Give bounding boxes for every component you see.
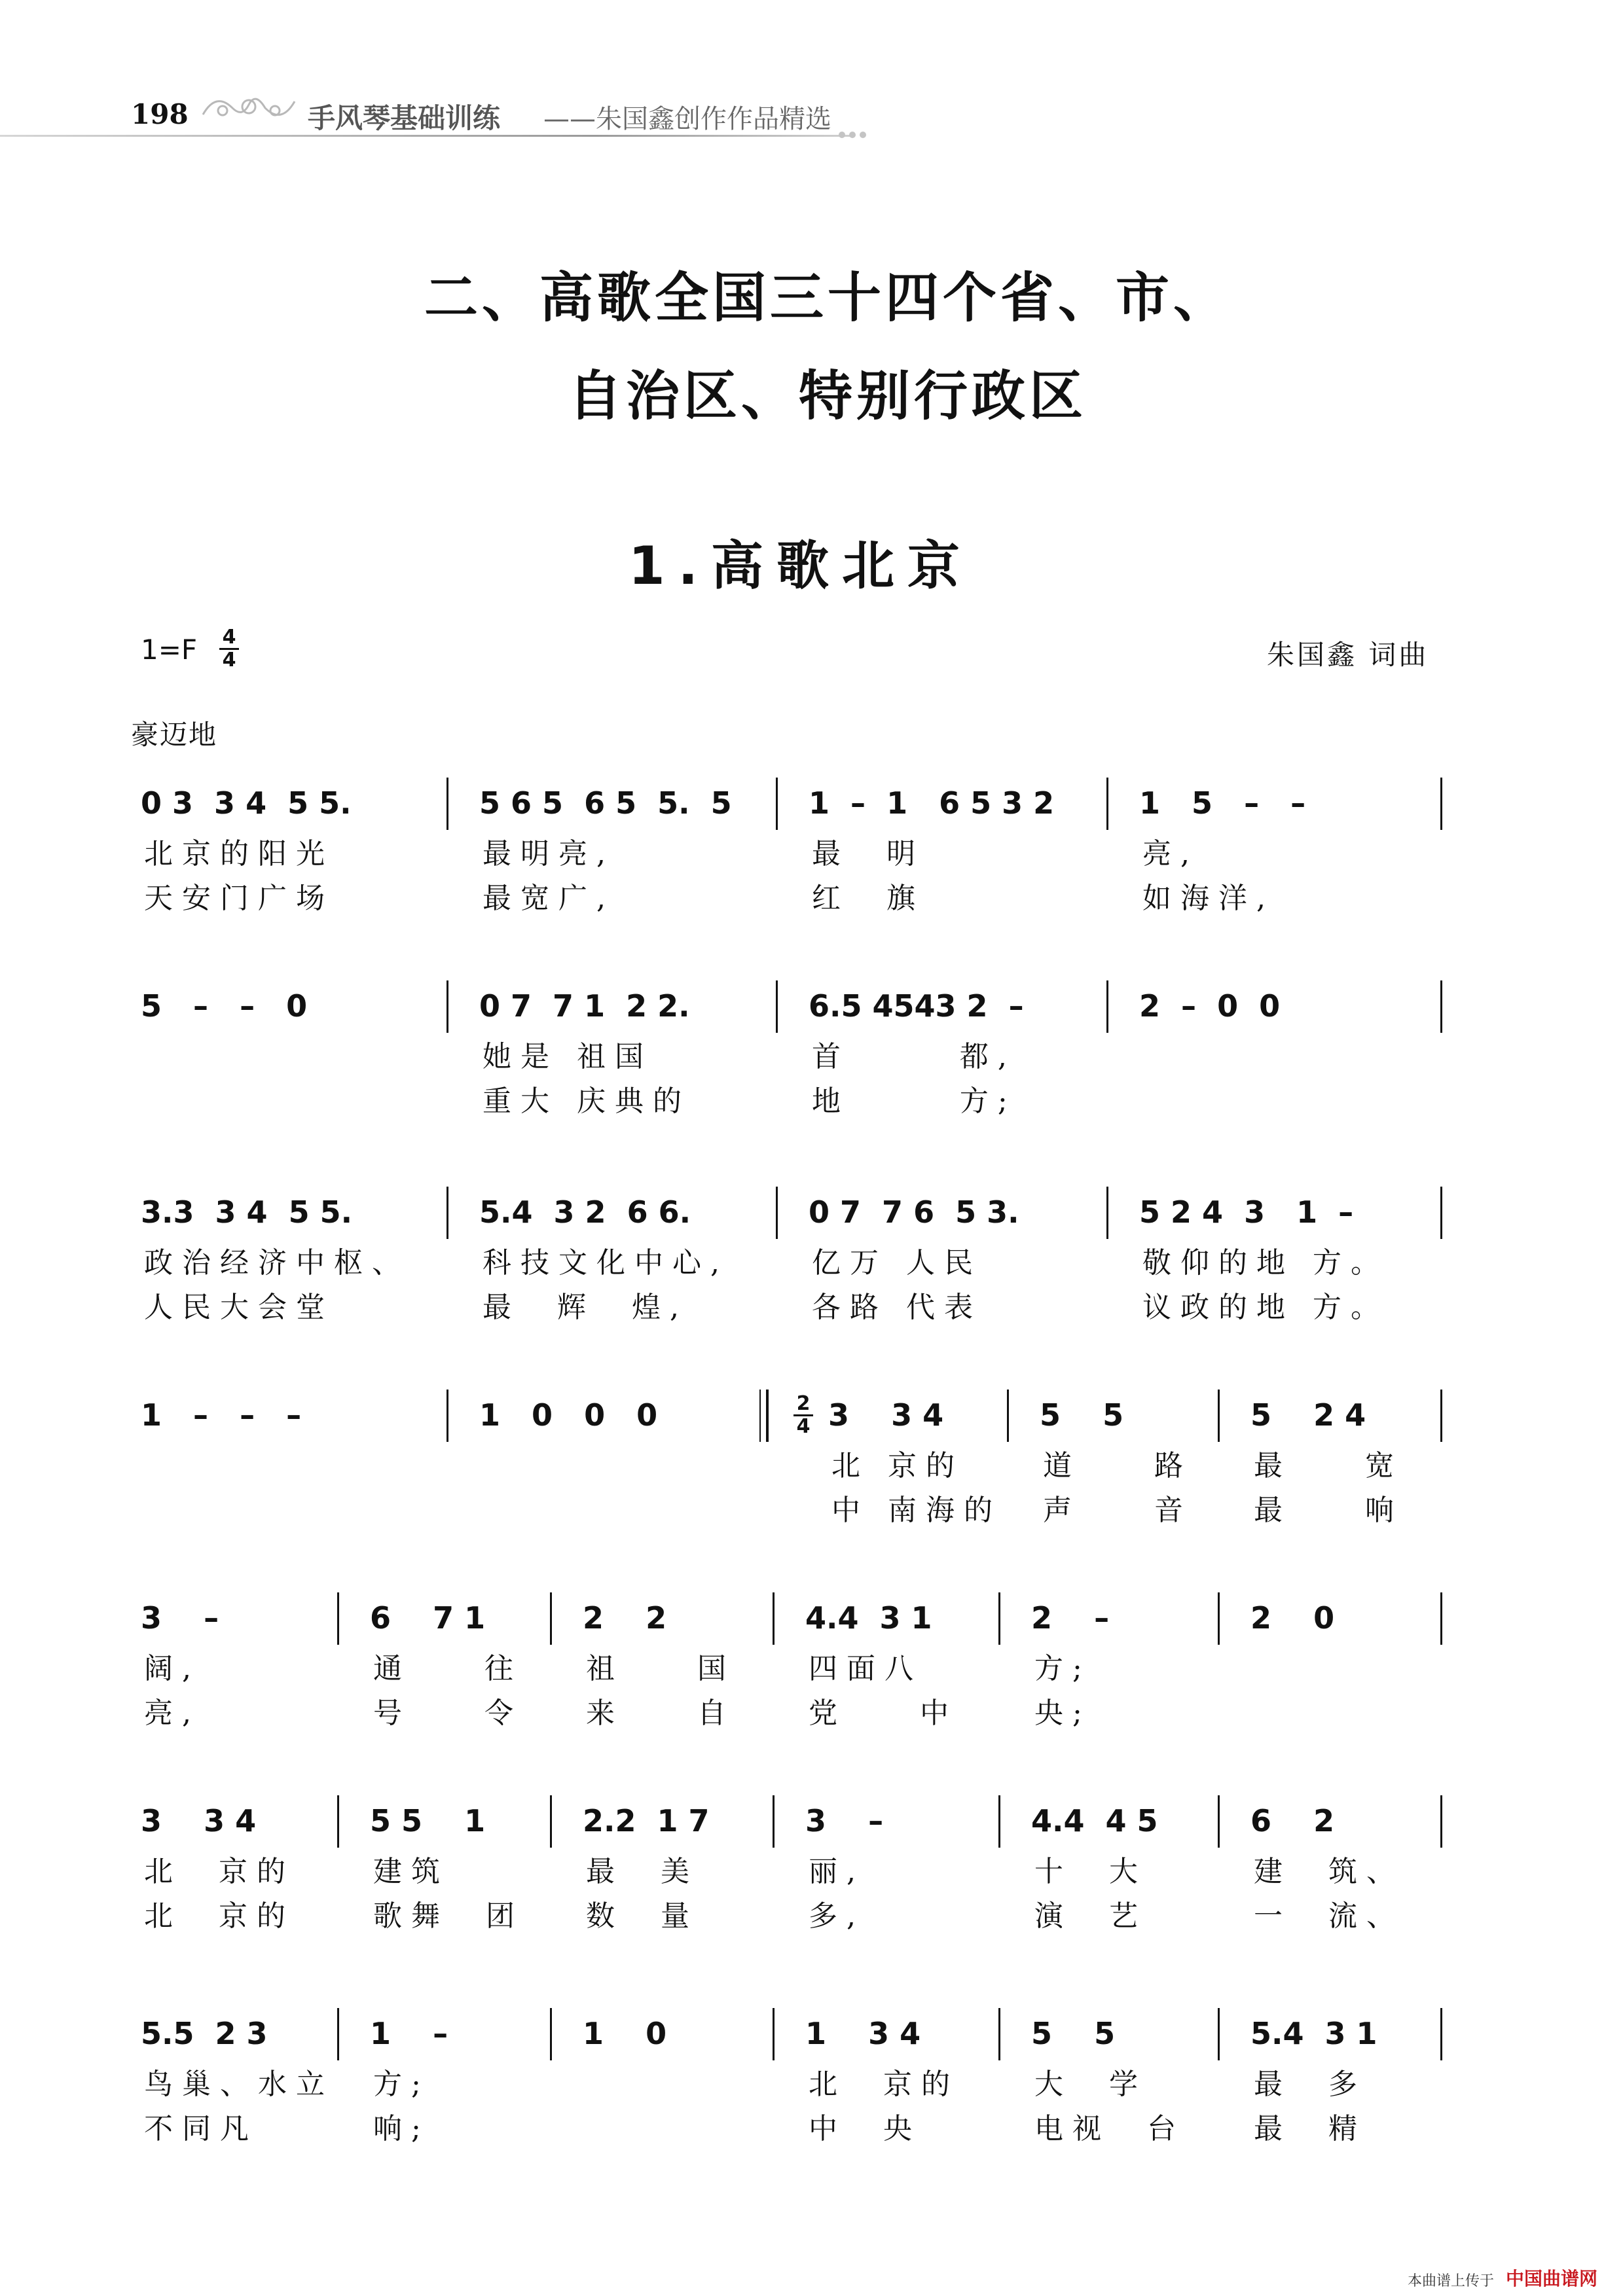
lyric-verse1: 科技文化中心, (483, 1246, 729, 1280)
barline (1218, 1592, 1220, 1645)
measure-notes: 0 7 7 1 2 2. (479, 988, 690, 1024)
lyric-verse2: 来 自 (586, 1696, 735, 1730)
measure-notes: 5 5 (1040, 1397, 1124, 1433)
barline (550, 1795, 552, 1848)
barline (998, 1592, 1000, 1645)
lyric-verse2: 北 京的 (144, 1899, 295, 1933)
barline (773, 2008, 775, 2060)
measure-notes: 1 – – – (141, 1397, 302, 1433)
lyric-verse1: 道 路 (1043, 1449, 1192, 1482)
barline (1218, 1390, 1220, 1442)
measure-notes: 1 – (370, 2016, 448, 2051)
lyric-verse1: 阔, (144, 1652, 200, 1685)
lyric-verse2: 歌舞 团 (373, 1899, 524, 1933)
barline (550, 2008, 552, 2060)
barline (776, 1187, 778, 1239)
lyric-verse2: 响; (373, 2112, 430, 2145)
measure-notes: 5 – – 0 (141, 988, 308, 1024)
lyric-verse1: 建筑 (373, 1855, 449, 1888)
lyric-verse1: 建 筑、 (1254, 1855, 1404, 1888)
lyric-verse2: 不同凡 (144, 2112, 258, 2145)
lyric-verse2: 人民大会堂 (144, 1291, 334, 1324)
measure-notes: 5.5 2 3 (141, 2016, 268, 2051)
composer-credit: 朱国鑫 词曲 (1267, 639, 1429, 671)
barline (447, 778, 448, 830)
measure-notes: 4.4 4 5 (1031, 1803, 1158, 1839)
barline (1218, 1795, 1220, 1848)
time-signature-change-denominator: 4 (793, 1414, 813, 1437)
lyric-verse1: 政治经济中枢、 (144, 1246, 410, 1280)
measure-notes: 6.5 4543 2 – (809, 988, 1024, 1024)
lyric-verse1: 北 京的 (831, 1449, 964, 1482)
lyric-verse2: 声 音 (1043, 1494, 1192, 1527)
barline (1440, 1795, 1442, 1848)
lyric-verse1: 通 往 (373, 1652, 522, 1685)
barline (337, 1795, 339, 1848)
barline (1218, 2008, 1220, 2060)
page-number: 198 (131, 98, 189, 130)
lyric-verse2: 亮, (144, 1696, 200, 1730)
measure-notes: 5 2 4 (1250, 1397, 1366, 1433)
lyric-verse1: 丽, (809, 1855, 865, 1888)
barline (1106, 1187, 1108, 1239)
barline (773, 1592, 775, 1645)
lyric-verse2: 地 方; (812, 1085, 1017, 1118)
barline (1440, 1592, 1442, 1645)
barline (1106, 778, 1108, 830)
lyric-verse1: 亿万 人民 (812, 1246, 982, 1280)
lyric-verse2: 演 艺 (1034, 1899, 1147, 1933)
measure-notes: 2 0 (1250, 1600, 1335, 1636)
book-title: 手风琴基础训练 (308, 102, 501, 134)
measure-notes: 6 2 (1250, 1803, 1335, 1839)
measure-notes: 1 5 – – (1139, 785, 1306, 821)
barline (337, 2008, 339, 2060)
lyric-verse1: 祖 国 (586, 1652, 735, 1685)
lyric-verse2: 一 流、 (1254, 1899, 1404, 1933)
lyric-verse2: 各路 代表 (812, 1291, 982, 1324)
footer-note: 本曲谱上传于 (1408, 2273, 1495, 2289)
tempo-marking: 豪迈地 (131, 719, 218, 751)
time-signature (219, 627, 239, 671)
lyric-verse1: 亮, (1142, 837, 1199, 870)
barline (447, 980, 448, 1033)
barline (776, 980, 778, 1033)
barline (1440, 1390, 1442, 1442)
lyric-verse2: 数 量 (586, 1899, 699, 1933)
lyric-verse2: 重大 庆典的 (483, 1085, 691, 1118)
header-ornament-icon (196, 88, 301, 128)
measure-notes: 3 – (805, 1803, 884, 1839)
measure-notes: 5 5 1 (370, 1803, 486, 1839)
lyric-verse2: 央; (1034, 1696, 1091, 1730)
barline (1106, 980, 1108, 1033)
time-signature-denominator: 4 (219, 648, 239, 671)
lyric-verse1: 方; (373, 2068, 430, 2101)
barline (1440, 980, 1442, 1033)
lyric-verse2: 最 精 (1254, 2112, 1366, 2145)
measure-notes: 3.3 3 4 5 5. (141, 1194, 353, 1230)
header-divider (0, 135, 851, 137)
measure-notes: 5.4 3 2 6 6. (479, 1194, 691, 1230)
measure-notes: 5 2 4 3 1 – (1139, 1194, 1354, 1230)
measure-notes: 1 3 4 (805, 2016, 921, 2051)
barline (337, 1592, 339, 1645)
barline (1007, 1390, 1009, 1442)
time-signature-numerator: 4 (222, 626, 236, 649)
barline (998, 2008, 1000, 2060)
measure-notes: 3 3 4 (828, 1397, 944, 1433)
measure-notes: 3 3 4 (141, 1803, 257, 1839)
lyric-verse1: 最 多 (1254, 2068, 1366, 2101)
lyric-verse1: 四面八 (809, 1652, 922, 1685)
lyric-verse2: 多, (809, 1899, 865, 1933)
measure-notes: 3 – (141, 1600, 219, 1636)
measure-notes: 1 0 0 0 (479, 1397, 658, 1433)
lyric-verse1: 最 美 (586, 1855, 699, 1888)
lyric-verse2: 电视 台 (1034, 2112, 1185, 2145)
lyric-verse2: 号 令 (373, 1696, 522, 1730)
lyric-verse1: 最 明 (812, 837, 924, 870)
lyric-verse1: 十 大 (1034, 1855, 1147, 1888)
lyric-verse2: 中 南海的 (831, 1494, 1002, 1527)
lyric-verse1: 首 都, (812, 1040, 1016, 1073)
lyric-verse2: 天安门广场 (144, 882, 334, 915)
barline (766, 1390, 769, 1442)
key-signature: 1=F (141, 634, 198, 666)
lyric-verse2: 最 辉 煌, (483, 1291, 688, 1324)
barline (447, 1187, 448, 1239)
measure-notes: 2.2 1 7 (583, 1803, 710, 1839)
lyric-verse1: 敬仰的地 方。 (1142, 1246, 1389, 1280)
measure-notes: 2 – 0 0 (1139, 988, 1281, 1024)
book-subtitle: ——朱国鑫创作作品精选 (543, 104, 831, 134)
lyric-verse1: 大 学 (1034, 2068, 1147, 2101)
measure-notes: 5 5 (1031, 2016, 1116, 2051)
barline (776, 778, 778, 830)
lyric-verse1: 北 京的 (809, 2068, 959, 2101)
barline (1440, 1187, 1442, 1239)
time-signature-change-numerator: 2 (796, 1392, 811, 1415)
barline (1440, 2008, 1442, 2060)
measure-notes: 6 7 1 (370, 1600, 486, 1636)
measure-notes: 4.4 3 1 (805, 1600, 932, 1636)
section-title-line2: 自治区、特别行政区 (568, 365, 1087, 427)
lyric-verse1: 她是 祖国 (483, 1040, 653, 1073)
lyric-verse2: 议政的地 方。 (1142, 1291, 1389, 1324)
time-signature-change (793, 1393, 813, 1437)
barline (550, 1592, 552, 1645)
lyric-verse1: 鸟巢、水立 (144, 2068, 334, 2101)
lyric-verse2: 中 央 (809, 2112, 921, 2145)
measure-notes: 1 0 (583, 2016, 667, 2051)
lyric-verse1: 最 宽 (1254, 1449, 1403, 1482)
measure-notes: 1 – 1 6 5 3 2 (809, 785, 1055, 821)
barline (1440, 778, 1442, 830)
measure-notes: 2 – (1031, 1600, 1110, 1636)
barline (773, 1795, 775, 1848)
measure-notes: 5.4 3 1 (1250, 2016, 1377, 2051)
lyric-verse1: 最明亮, (483, 837, 615, 870)
lyric-verse1: 方; (1034, 1652, 1091, 1685)
song-title: 1.高歌北京 (629, 535, 974, 596)
measure-notes: 0 7 7 6 5 3. (809, 1194, 1019, 1230)
lyric-verse1: 北京的阳光 (144, 837, 334, 870)
measure-notes: 0 3 3 4 5 5. (141, 785, 352, 821)
barline (998, 1795, 1000, 1848)
barline (447, 1390, 448, 1442)
section-title-line1: 二、高歌全国三十四个省、市、 (424, 267, 1231, 329)
lyric-verse2: 党 中 (809, 1696, 958, 1730)
footer-logo: 中国曲谱网 (1506, 2268, 1598, 2289)
measure-notes: 5 6 5 6 5 5. 5 (479, 785, 732, 821)
lyric-verse2: 最 响 (1254, 1494, 1403, 1527)
lyric-verse1: 北 京的 (144, 1855, 295, 1888)
lyric-verse2: 红 旗 (812, 882, 924, 915)
measure-notes: 2 2 (583, 1600, 667, 1636)
lyric-verse2: 最宽广, (483, 882, 615, 915)
header-dots-icon (838, 128, 877, 141)
lyric-verse2: 如海洋, (1142, 882, 1275, 915)
